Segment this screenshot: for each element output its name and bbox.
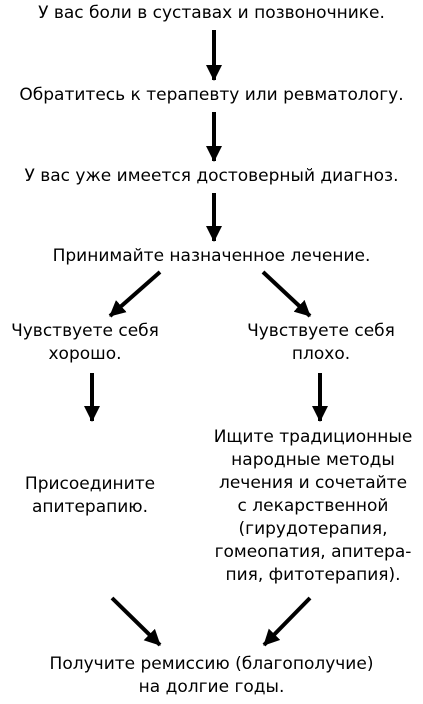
node-feel-good [0, 320, 170, 366]
node-folk-methods-line-6: гомеопатия, апитера- [214, 542, 412, 562]
node-treatment [0, 245, 423, 268]
node-remission [0, 653, 423, 699]
node-feel-good-line-1: Чувствуете себя [11, 321, 159, 341]
node-remission-line-2: на долгие годы. [138, 677, 285, 697]
node-diagnosis [0, 165, 423, 188]
node-folk-methods-line-2: народные методы [231, 450, 395, 470]
node-folk-methods-line-1: Ищите традиционные [213, 427, 413, 447]
arrow-treatment-to-feel-good [110, 272, 160, 316]
arrow-treatment-to-feel-bad [263, 272, 310, 316]
node-feel-bad-line-1: Чувствуете себя [247, 321, 395, 341]
node-apitherapy-line-1: Присоедините [24, 474, 156, 494]
node-folk-methods-line-3: лечения и сочетайте [218, 473, 408, 493]
node-feel-bad [226, 320, 416, 366]
node-folk-methods-line-5: (гирудотерапия, [238, 519, 388, 539]
node-apitherapy-line-2: апитерапию. [31, 497, 149, 517]
node-folk-methods [203, 426, 423, 587]
node-pain-line: У вас боли в суставах и позвоночнике. [38, 3, 385, 23]
node-treatment-line: Принимайте назначенное лечение. [52, 246, 371, 266]
node-see-doctor [0, 84, 423, 107]
node-folk-methods-line-4: с лекарственной [237, 496, 389, 516]
node-remission-line-1: Получите ремиссию (благополучие) [49, 654, 374, 674]
node-feel-good-line-2: хорошо. [48, 344, 122, 364]
arrow-apitherapy-to-remission [112, 598, 160, 645]
node-pain [0, 2, 423, 25]
node-diagnosis-line: У вас уже имеется достоверный диагноз. [24, 166, 399, 186]
node-see-doctor-line: Обратитесь к терапевту или ревматологу. [19, 85, 404, 105]
node-feel-bad-line-2: плохо. [291, 344, 351, 364]
node-folk-methods-line-7: пия, фитотерапия). [225, 565, 401, 585]
arrow-folk-methods-to-remission [264, 598, 310, 645]
node-apitherapy [0, 473, 180, 519]
